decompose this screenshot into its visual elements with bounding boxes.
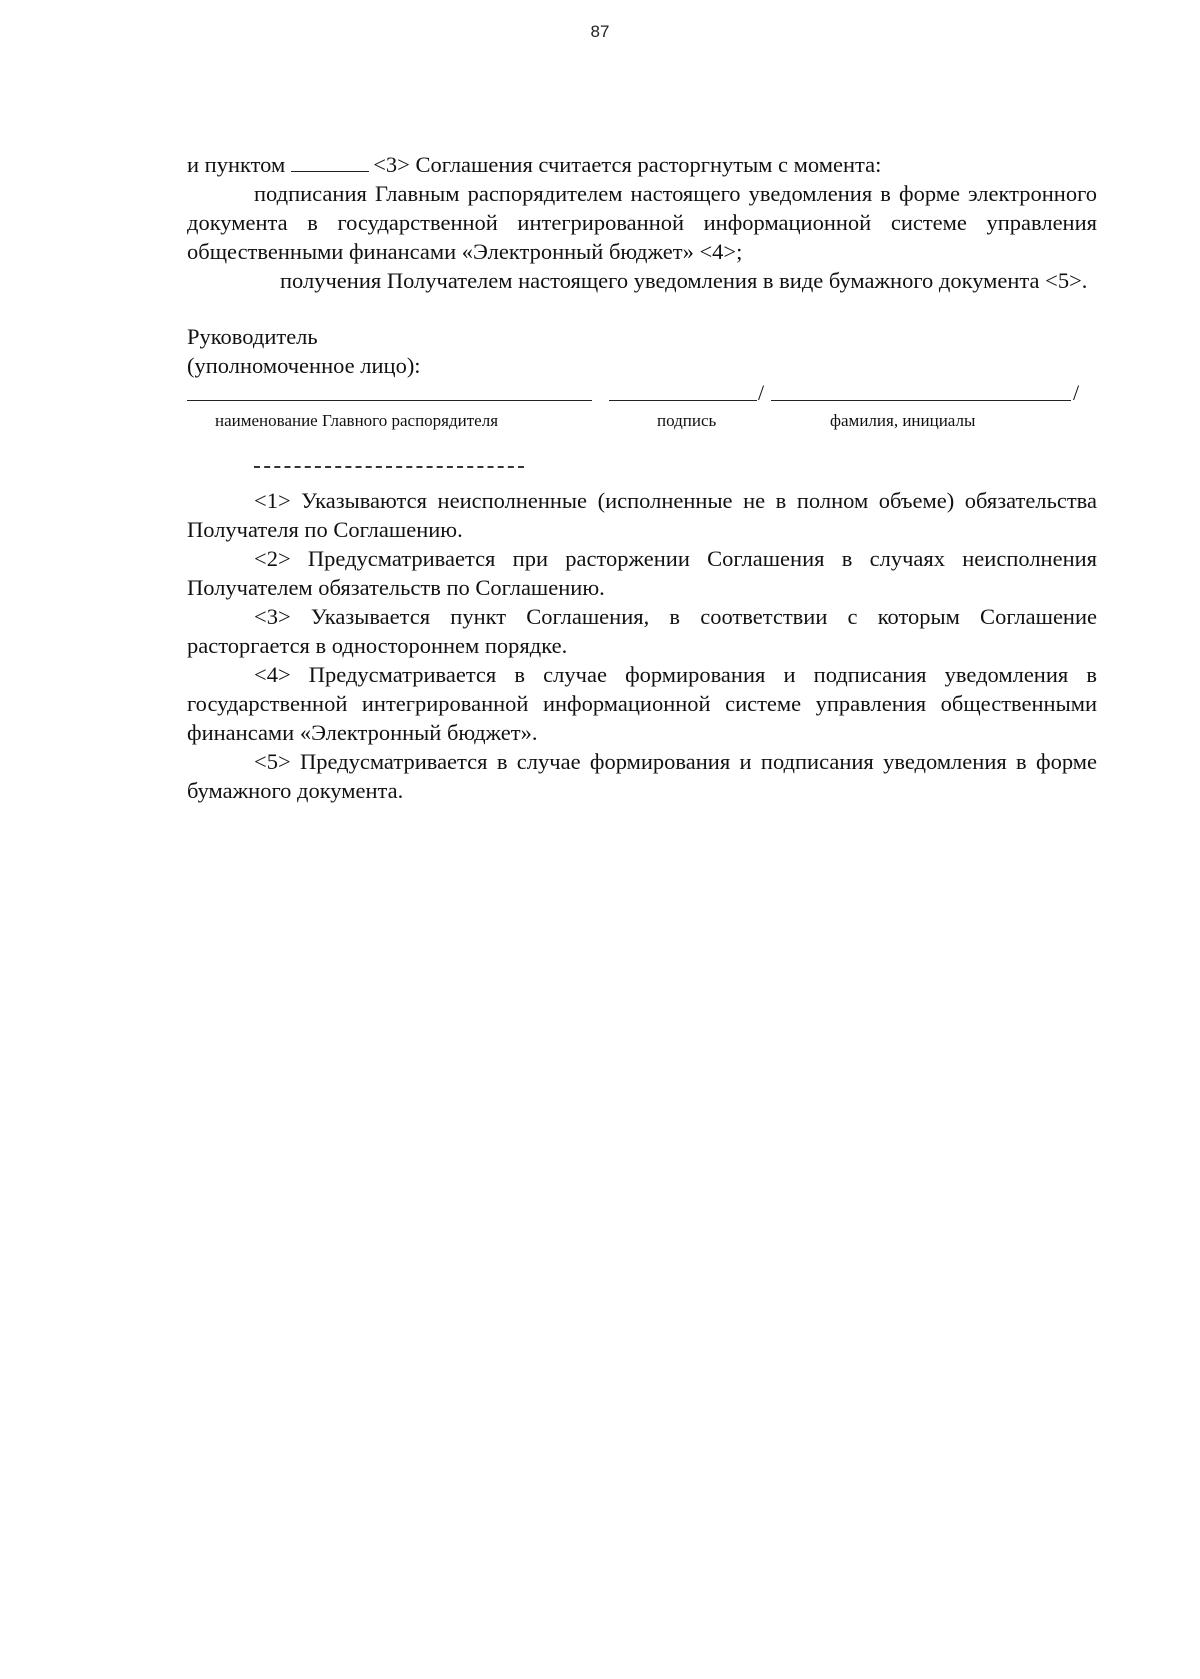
footnote-4: <4> Предусматривается в случае формирования и подписания уведомления в государственной интегрированной информационной системе управления общественными финансами «Электронный бюджет».: [187, 662, 1097, 745]
termination-clause-line: [187, 150, 1097, 179]
caption-full-name: фамилия, инициалы: [830, 411, 976, 430]
signature-block: [187, 322, 1097, 432]
clause-end-text: <3> Соглашения считается расторгнутым с момента:: [373, 152, 882, 177]
footnote-5: <5> Предусматривается в случае формирования и подписания уведомления в форме бумажного документа.: [187, 749, 1097, 803]
footnote-1: <1> Указываются неисполненные (исполненные не в полном объеме) обязательства Получателя по Соглашению.: [187, 488, 1097, 542]
footnote-3: <3> Указывается пункт Соглашения, в соответствии с которым Соглашение расторгается в одностороннем порядке.: [187, 604, 1097, 658]
clause-number-blank: [291, 153, 369, 172]
caption-distributor-name: наименование Главного распорядителя: [215, 411, 499, 430]
signature-lines: [187, 382, 1097, 410]
page-number: 87: [590, 22, 610, 41]
signature-line: [609, 400, 757, 401]
full-name-end-slash: /: [1073, 380, 1080, 405]
footnote-2: <2> Предусматривается при расторжении Соглашения в случаях неисполнения Получателем обязательств по Соглашению.: [187, 546, 1097, 600]
footnotes: [187, 486, 1097, 805]
receipt-condition-paragraph: получения Получателем настоящего уведомления в виде бумажного документа <5>.: [280, 268, 1088, 293]
signature-separator-slash: /: [758, 380, 765, 405]
footnote-separator: [254, 466, 524, 468]
caption-signature: подпись: [657, 411, 717, 430]
distributor-name-line: [187, 400, 592, 401]
signer-subtitle: (уполномоченное лицо):: [187, 353, 421, 378]
full-name-line: [771, 400, 1071, 401]
document-body: [187, 150, 1097, 805]
clause-start-text: и пунктом: [187, 152, 286, 177]
signing-condition-paragraph: подписания Главным распорядителем настоящего уведомления в форме электронного документа в государственной интегрированной информационной системе управления общественными финансами «Электронный бюджет» <4>;: [187, 181, 1097, 264]
signer-title: Руководитель: [187, 324, 318, 349]
signature-captions: [187, 410, 1097, 432]
